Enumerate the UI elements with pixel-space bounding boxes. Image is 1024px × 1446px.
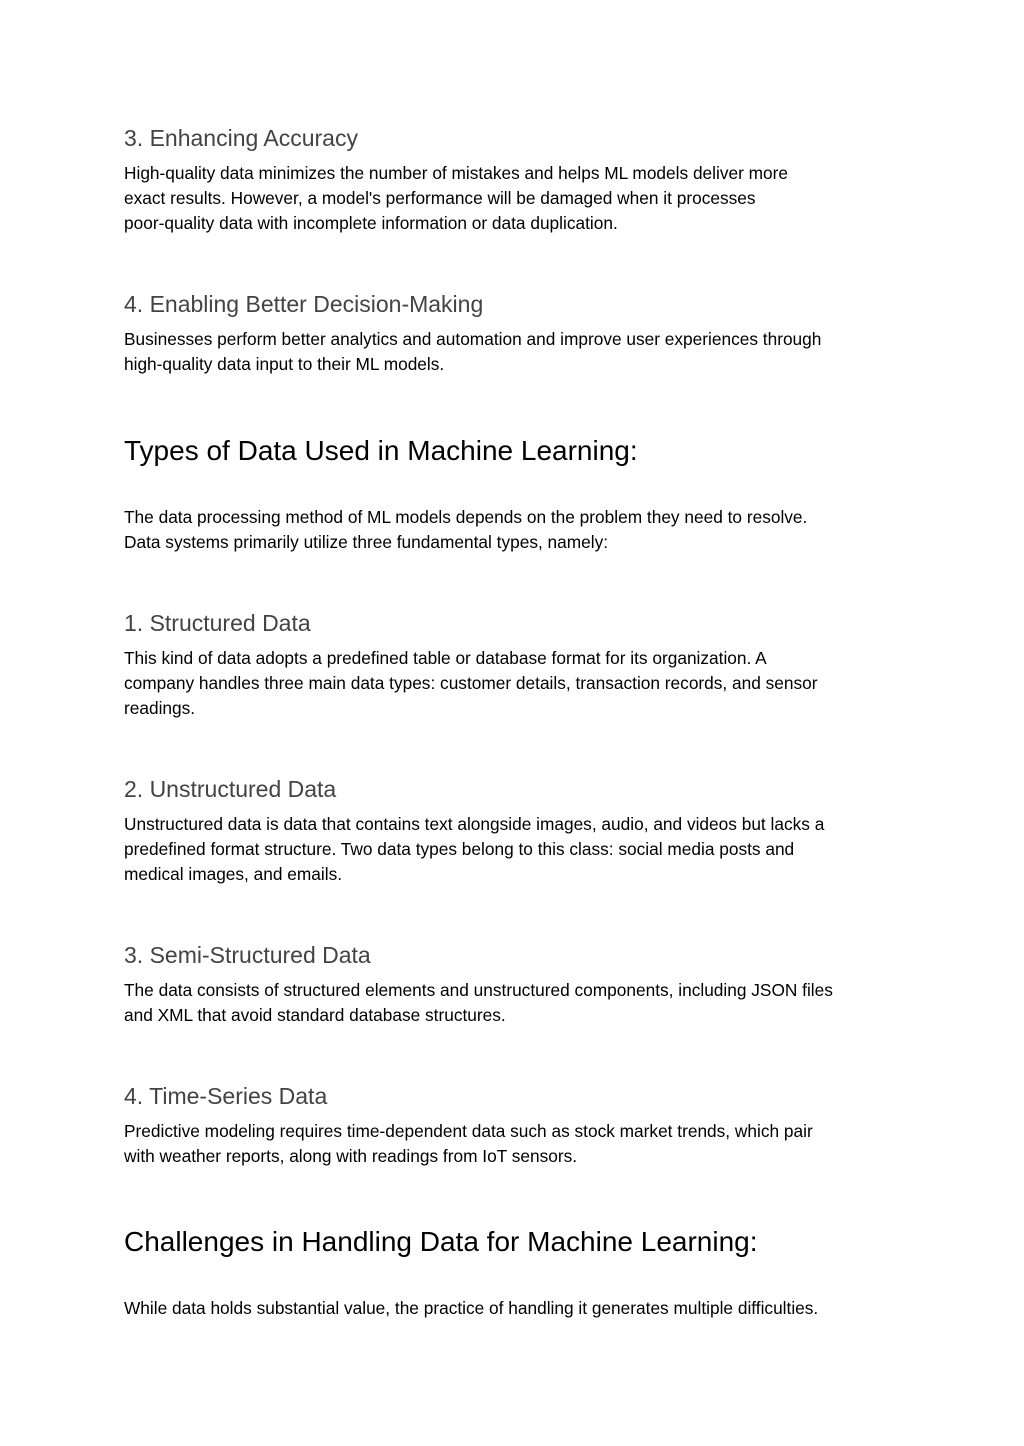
paragraph-line: exact results. However, a model's performance will be damaged when it processes [124, 188, 756, 208]
section-heading-semi-structured-data: 3. Semi-Structured Data [124, 942, 371, 968]
paragraph-line: Unstructured data is data that contains text alongside images, audio, and videos but lacks a [124, 814, 825, 834]
section-paragraph-enabling-decision-making [124, 327, 914, 377]
paragraph-types-of-data-intro [124, 505, 914, 555]
paragraph-line: and XML that avoid standard database structures. [124, 1005, 506, 1025]
paragraph-line: This kind of data adopts a predefined table or database format for its organization. A [124, 648, 767, 668]
paragraph-line: The data processing method of ML models depends on the problem they need to resolve. [124, 507, 808, 527]
paragraph-line: Data systems primarily utilize three fundamental types, namely: [124, 532, 609, 552]
section-heading-time-series-data: 4. Time-Series Data [124, 1083, 328, 1109]
paragraph-line: poor-quality data with incomplete information or data duplication. [124, 213, 618, 233]
section-heading-enabling-decision-making: 4. Enabling Better Decision-Making [124, 291, 484, 317]
heading-challenges: Challenges in Handling Data for Machine Learning: [124, 1226, 758, 1257]
paragraph-line: Predictive modeling requires time-dependent data such as stock market trends, which pair [124, 1121, 813, 1141]
section-heading-unstructured-data: 2. Unstructured Data [124, 776, 337, 802]
paragraph-line: predefined format structure. Two data types belong to this class: social media posts and [124, 839, 795, 859]
paragraph-line: While data holds substantial value, the practice of handling it generates multiple difficulties. [124, 1298, 819, 1318]
paragraph-line: The data consists of structured elements and unstructured components, including JSON files [124, 980, 833, 1000]
paragraph-line: High-quality data minimizes the number of mistakes and helps ML models deliver more [124, 163, 789, 183]
section-paragraph-time-series-data [124, 1119, 914, 1169]
paragraph-line: company handles three main data types: customer details, transaction records, and sensor [124, 673, 818, 693]
paragraph-line: high-quality data input to their ML models. [124, 354, 445, 374]
paragraph-challenges-intro [124, 1296, 914, 1321]
heading-types-of-data: Types of Data Used in Machine Learning: [124, 435, 638, 466]
section-paragraph-unstructured-data [124, 812, 914, 887]
paragraph-line: readings. [124, 698, 196, 718]
section-paragraph-enhancing-accuracy [124, 161, 914, 236]
paragraph-line: with weather reports, along with readings from IoT sensors. [124, 1146, 578, 1166]
paragraph-line: Businesses perform better analytics and automation and improve user experiences through [124, 329, 822, 349]
paragraph-line: medical images, and emails. [124, 864, 343, 884]
section-paragraph-structured-data [124, 646, 914, 721]
section-paragraph-semi-structured-data [124, 978, 914, 1028]
section-heading-enhancing-accuracy: 3. Enhancing Accuracy [124, 125, 358, 151]
section-heading-structured-data: 1. Structured Data [124, 610, 311, 636]
